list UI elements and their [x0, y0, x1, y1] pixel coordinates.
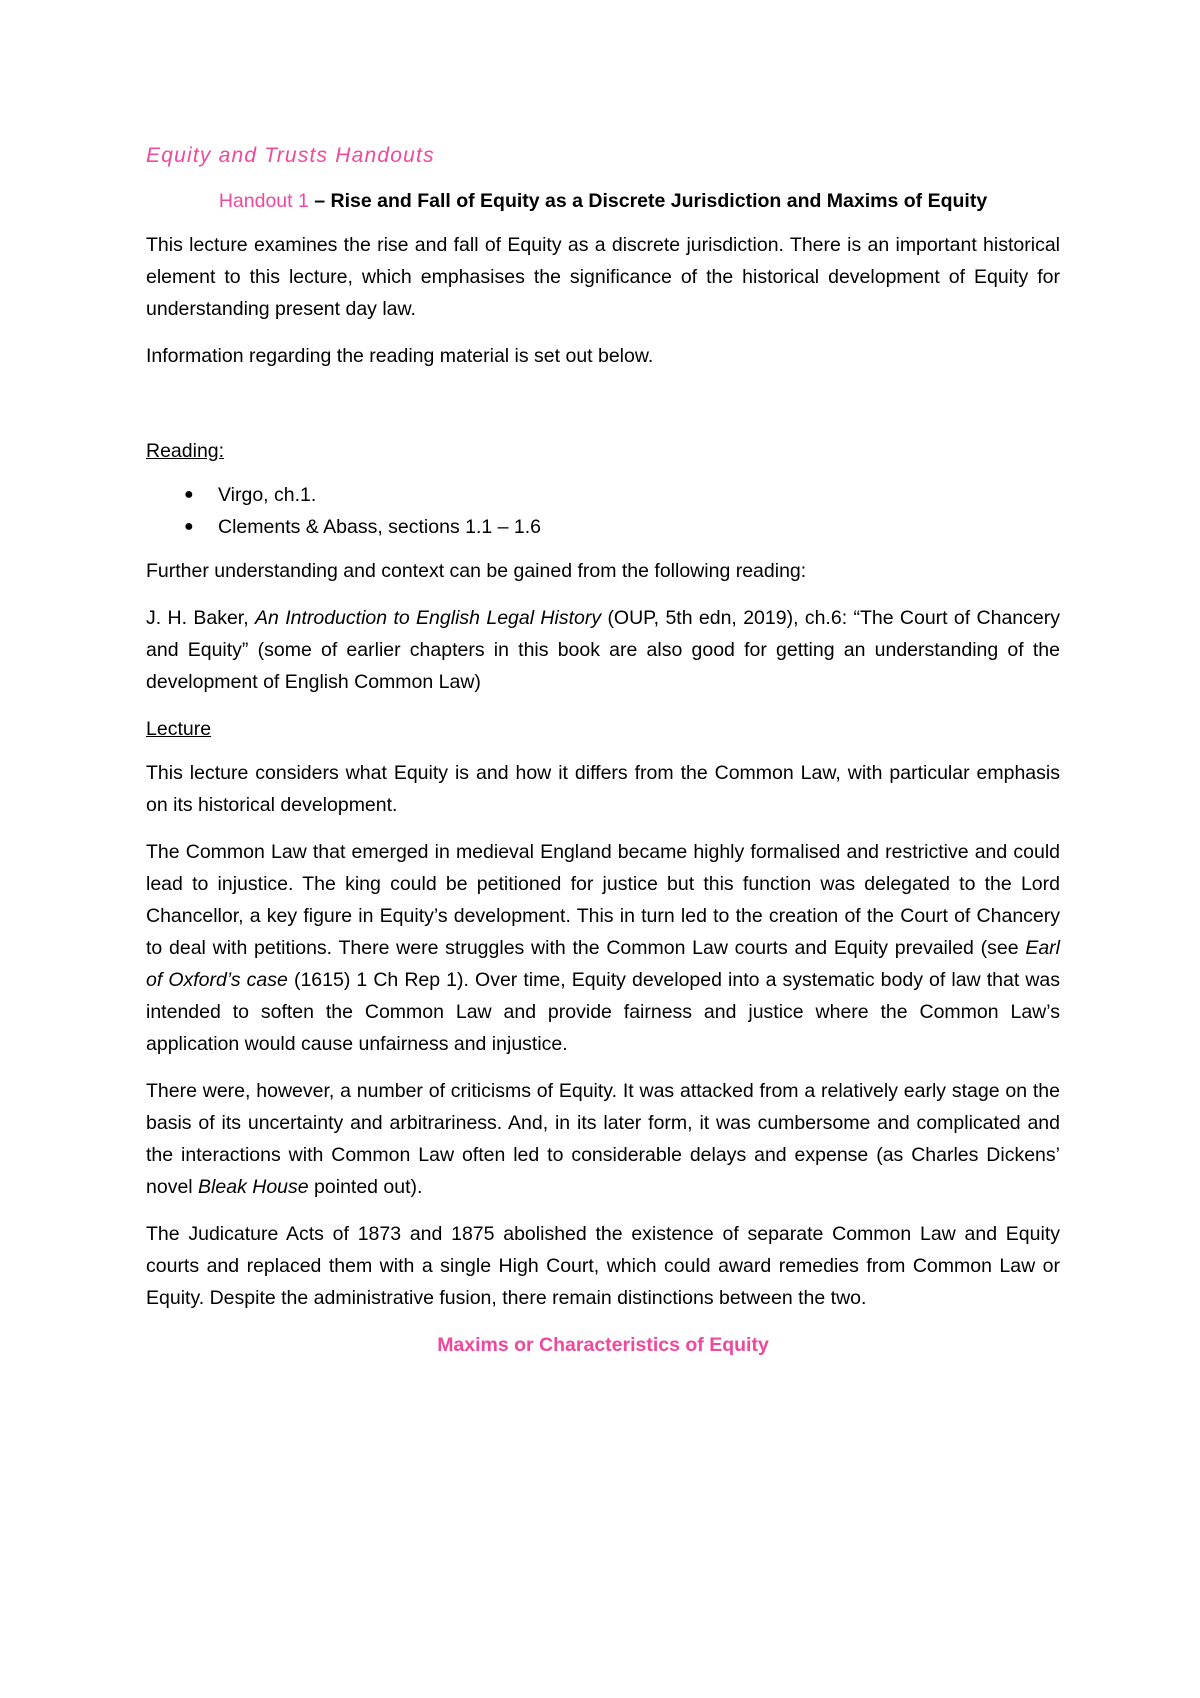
bullet-icon: ● — [184, 518, 194, 535]
handout-heading — [146, 185, 1060, 217]
common-law-paragraph — [146, 836, 1060, 1060]
spacer — [146, 387, 1060, 435]
baker-author: J. H. Baker, — [146, 607, 255, 629]
lecture-intro-paragraph: This lecture considers what Equity is and how it differs from the Common Law, with particular emphasis on its historical development. — [146, 762, 1060, 816]
reading-label: Reading: — [146, 440, 225, 462]
baker-reference-paragraph — [146, 602, 1060, 698]
reading-item-text: Clements & Abass, sections 1.1 – 1.6 — [218, 516, 542, 538]
criticisms-text-start: There were, however, a number of criticisms of Equity. It was attacked from a relatively early stage on the basis of its uncertainty and arbitrariness. And, in its later form, it was cumbersome and complicated and the interactions with Common Law often led to considerable delays and expense (as Charles Dickens’ novel — [146, 1080, 1060, 1198]
common-law-text-end: (1615) 1 Ch Rep 1). Over time, Equity developed into a systematic body of law that was intended to soften the Common Law and provide fairness and justice where the Common Law’s application would cause unfairness and injustice. — [146, 969, 1061, 1055]
novel-title: Bleak House — [198, 1176, 309, 1198]
case-name: Earl of Oxford’s case — [146, 937, 1060, 991]
further-reading-paragraph: Further understanding and context can be gained from the following reading: — [146, 560, 807, 582]
list-item — [184, 511, 1060, 543]
intro-paragraph: This lecture examines the rise and fall of Equity as a discrete jurisdiction. There is an important historical element to this lecture, which emphasises the significance of the historical development of Equity for understanding present day law. — [146, 234, 1060, 320]
document-page — [146, 140, 1060, 1361]
criticisms-paragraph — [146, 1075, 1060, 1203]
bullet-icon: ● — [184, 486, 194, 503]
reading-list — [146, 479, 1060, 543]
reading-item-text: Virgo, ch.1. — [218, 484, 317, 506]
lecture-label: Lecture — [146, 718, 212, 740]
handout-heading-text: – Rise and Fall of Equity as a Discrete Jurisdiction and Maxims of Equity — [308, 190, 988, 212]
baker-book-title: An Introduction to English Legal History — [255, 607, 602, 629]
handout-number: Handout 1 — [218, 190, 309, 212]
common-law-text-start: The Common Law that emerged in medieval England became highly formalised and restrictive and could lead to injustice. The king could be petitioned for justice but this function was delegated to the Lord Chancellor, a key figure in Equity’s development. This in turn led to the creation of the Court of Chancery to deal with petitions. There were struggles with the Common Law courts and Equity prevailed (see — [146, 841, 1060, 959]
list-item — [184, 479, 1060, 511]
reading-info-paragraph: Information regarding the reading material is set out below. — [146, 345, 654, 367]
judicature-paragraph: The Judicature Acts of 1873 and 1875 abolished the existence of separate Common Law and Equity courts and replaced them with a single High Court, which could award remedies from Common Law or Equity. Despite the administrative fusion, there remain distinctions between the two. — [146, 1223, 1060, 1309]
baker-reference-details: (OUP, 5th edn, 2019), ch.6: “The Court of Chancery and Equity” (some of earlier chapters in this book are also good for getting an understanding of the development of English Common Law) — [146, 607, 1060, 693]
maxims-heading: Maxims or Characteristics of Equity — [437, 1334, 769, 1356]
criticisms-text-end: pointed out). — [308, 1176, 423, 1198]
document-title: Equity and Trusts Handouts — [146, 144, 435, 167]
